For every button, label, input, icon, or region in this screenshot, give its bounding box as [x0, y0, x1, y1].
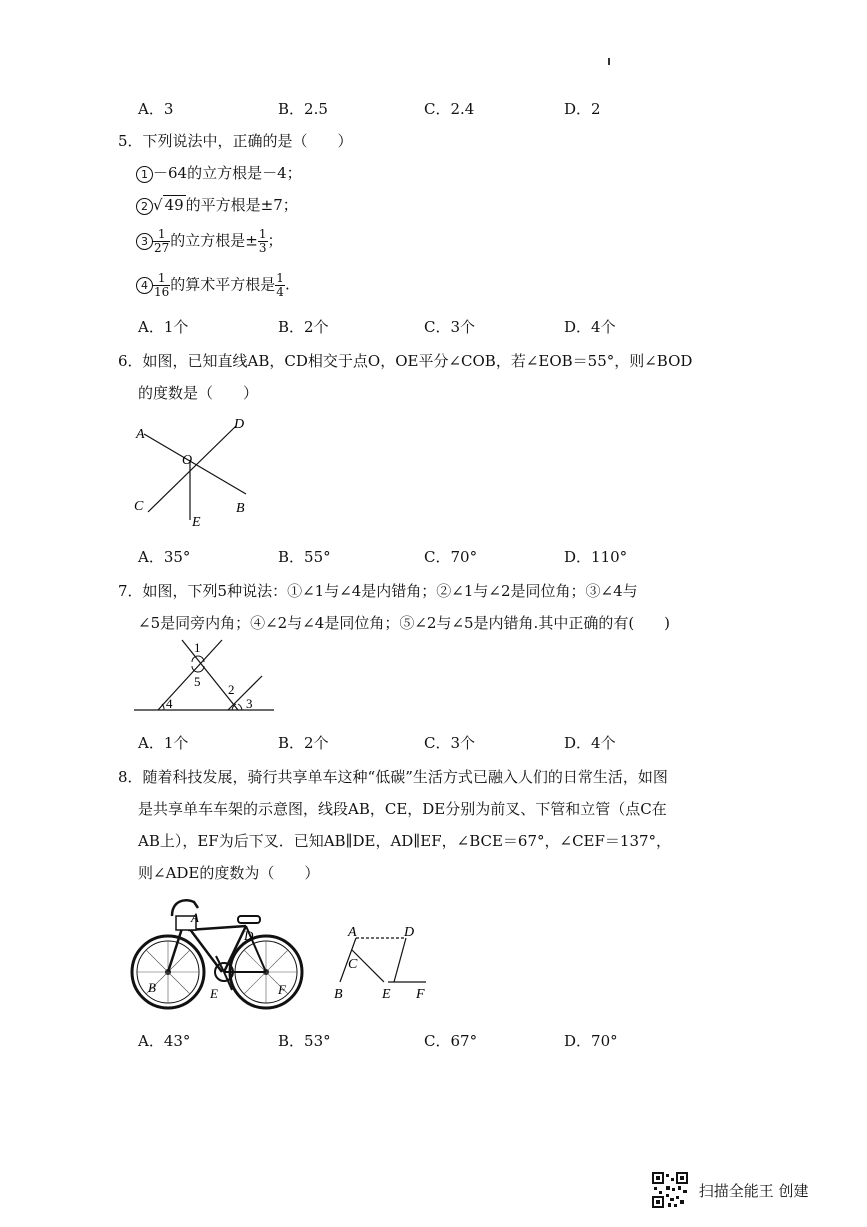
q5-item-3-number: 3 — [136, 233, 153, 250]
q5-option-a[interactable]: A．1个 — [138, 318, 189, 336]
bicycle-image — [128, 894, 306, 1014]
q5-item-3-fraction-2: $\frac{1}{3}$ — [258, 227, 267, 255]
q7-option-d[interactable]: D．4个 — [564, 734, 616, 752]
q8-option-a[interactable]: A．43° — [138, 1032, 191, 1050]
q8-line-3: AB上），EF为后下叉．已知AB∥DE，AD∥EF，∠BCE＝67°，∠CEF＝137°， — [138, 832, 672, 850]
q8-options — [138, 1030, 738, 1052]
label-e: E — [192, 515, 201, 530]
q6-option-c[interactable]: C．70° — [424, 548, 478, 566]
q7-options — [138, 732, 738, 754]
q8-line-2: 是共享单车车架的示意图，线段AB，CE，DE分别为前叉、下管和立管（点C在 — [138, 800, 667, 818]
q8-option-c[interactable]: C．67° — [424, 1032, 478, 1050]
q6-option-d[interactable]: D．110° — [564, 548, 628, 566]
page-mark — [608, 58, 610, 65]
frame-label-d: D — [404, 925, 415, 940]
q5-item-1-text: －64的立方根是－4； — [153, 164, 302, 182]
bike-label-b: B — [148, 980, 156, 995]
q8-line-4: 则∠ADE的度数为（ ） — [138, 864, 320, 882]
q8-line-1: 8．随着科技发展，骑行共享单车这种“低碳”生活方式已融入人们的日常生活，如图 — [118, 768, 668, 786]
q5-item-4-number: 4 — [136, 277, 153, 294]
frame-label-f: F — [416, 987, 425, 1002]
q5-stem: 5．下列说法中，正确的是（ ） — [118, 132, 353, 150]
q5-item-4-fraction-2: $\frac{1}{4}$ — [276, 271, 284, 299]
q4-option-b[interactable]: B．2.5 — [278, 100, 328, 118]
q5-item-3-fraction: $\frac{1}{27}$ — [154, 227, 170, 255]
line-cd — [148, 426, 236, 512]
frame-label-a: A — [348, 925, 357, 940]
q5-item-3: 3 $\frac{1}{27}$ 的立方根是± $\frac{1}{3}$ ； — [136, 228, 283, 255]
q6-options — [138, 546, 738, 568]
scanner-watermark — [652, 1172, 809, 1208]
q8-frame-diagram — [330, 918, 440, 1002]
angle-label-2: 2 — [228, 682, 235, 697]
q5-item-2 — [136, 194, 298, 215]
q7-stem-line-1: 7．如图，下列5种说法：①∠1与∠4是内错角；②∠1与∠2是同位角；③∠4与 — [118, 582, 638, 600]
label-d: D — [234, 417, 245, 432]
bike-label-e: E — [210, 986, 218, 1001]
bike-label-a: A — [191, 910, 199, 925]
q7-stem-line-2: ∠5是同旁内角；④∠2与∠4是同位角；⑤∠2与∠5是内错角.其中正确的有( ) — [138, 614, 671, 632]
q8-option-b[interactable]: B．53° — [278, 1032, 331, 1050]
q7-option-a[interactable]: A．1个 — [138, 734, 189, 752]
sqrt-icon: √ — [153, 196, 163, 214]
angle-label-1: 1 — [194, 640, 201, 655]
q6-figure — [128, 412, 268, 532]
q5-item-4-fraction: $\frac{1}{16}$ — [154, 271, 170, 299]
q5-option-b[interactable]: B．2个 — [278, 318, 329, 336]
q5-item-3-text: 的立方根是± — [170, 231, 258, 250]
q6-option-a[interactable]: A．35° — [138, 548, 191, 566]
q5-item-2-text: 的平方根是±7； — [185, 196, 298, 214]
frame-label-c: C — [348, 957, 358, 972]
q6-stem-line-1: 6．如图，已知直线AB，CD相交于点O，OE平分∠COB，若∠EOB＝55°，则∠BOD — [118, 352, 693, 370]
q5-item-2-number: 2 — [136, 198, 153, 215]
q4-option-a[interactable]: A．3 — [138, 100, 174, 118]
q5-item-4-text: 的算术平方根是 — [170, 275, 276, 294]
bike-label-d: D — [244, 928, 254, 943]
frame-label-b: B — [334, 987, 343, 1002]
q5-item-1-number: 1 — [136, 166, 153, 183]
q5-options — [138, 316, 738, 338]
q5-option-d[interactable]: D．4个 — [564, 318, 616, 336]
q7-option-b[interactable]: B．2个 — [278, 734, 329, 752]
q4-option-c[interactable]: C．2.4 — [424, 100, 475, 118]
label-a: A — [136, 427, 145, 442]
q5-item-4: 4 $\frac{1}{16}$ 的算术平方根是 $\frac{1}{4}$ . — [136, 272, 290, 299]
q6-option-b[interactable]: B．55° — [278, 548, 331, 566]
bike-label-f: F — [278, 982, 286, 997]
line-ab — [144, 434, 246, 494]
q4-options — [138, 98, 738, 120]
q5-option-c[interactable]: C．3个 — [424, 318, 476, 336]
q5-item-1 — [136, 162, 302, 183]
qr-code-icon — [652, 1172, 688, 1208]
watermark-text: 扫描全能王 创建 — [698, 1181, 809, 1200]
q8-option-d[interactable]: D．70° — [564, 1032, 618, 1050]
angle-label-5: 5 — [194, 674, 201, 689]
q7-figure — [132, 636, 282, 718]
angle-label-4: 4 — [166, 696, 173, 711]
label-c: C — [134, 499, 144, 514]
q7-option-c[interactable]: C．3个 — [424, 734, 476, 752]
angle-label-3: 3 — [246, 696, 253, 711]
q6-stem-line-2: 的度数是（ ） — [138, 384, 259, 402]
label-o: O — [182, 453, 193, 468]
q4-option-d[interactable]: D．2 — [564, 100, 601, 118]
frame-label-e: E — [382, 987, 391, 1002]
q5-item-2-root: 49 — [164, 196, 184, 214]
label-b: B — [236, 501, 245, 516]
